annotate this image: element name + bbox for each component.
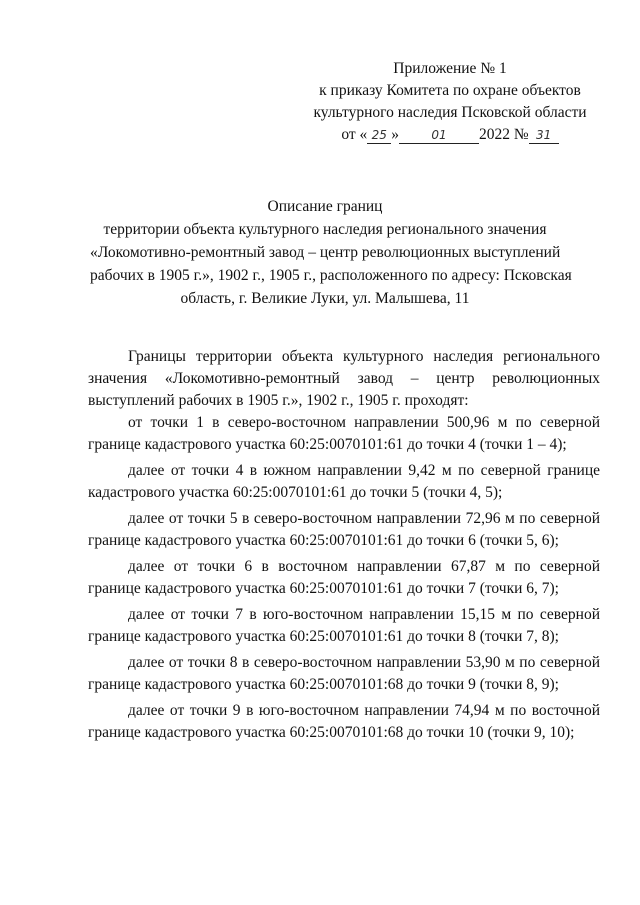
paragraph-point-1: от точки 1 в северо-восточном направлении 500,96 м по северной границе кадастрового участка 60:25:0070101:61 до точки 4 (точки 1 – 4); [88, 414, 600, 453]
title-line-4: рабочих в 1905 г.», 1902 г., 1905 г., расположенного по адресу: Псковская [90, 267, 572, 284]
paragraph-point-8: далее от точки 8 в северо-восточном направлении 53,90 м по северной границе кадастрового участка 60:25:0070101:68 до точки 9 (точки 8, 9); [88, 654, 600, 693]
title-line-2: территории объекта культурного наследия регионального значения [103, 221, 547, 238]
appendix-header [300, 58, 600, 146]
paragraph-point-5: далее от точки 5 в северо-восточном направлении 72,96 м по северной границе кадастрового участка 60:25:0070101:61 до точки 6 (точки 5, 6); [88, 510, 600, 549]
handwritten-day: 25 [367, 128, 391, 144]
paragraph-point-4: далее от точки 4 в южном направлении 9,42 м по северной границе кадастрового участка 60:25:0070101:61 до точки 5 (точки 4, 5); [88, 462, 600, 501]
document-title [90, 195, 572, 310]
document-body [88, 346, 600, 748]
title-line-5: область, г. Великие Луки, ул. Малышева, 11 [180, 290, 470, 307]
paragraph-point-7: далее от точки 7 в юго-восточном направлении 15,15 м по северной границе кадастрового участка 60:25:0070101:61 до точки 8 (точки 7, 8); [88, 606, 600, 645]
date-separator: » [391, 126, 400, 143]
paragraph-intro: Границы территории объекта культурного наследия регионального значения «Локомотивно-ремонтный завод – центр революционных выступлений рабочих в 1905 г.», 1902 г., 1905 г. проходят: [88, 348, 600, 409]
appendix-order-line: к приказу Комитета по охране объектов [319, 82, 581, 99]
appendix-date-line [300, 124, 600, 146]
date-prefix: от « [341, 126, 368, 143]
title-line-1: Описание границ [267, 198, 383, 215]
title-line-3: «Локомотивно-ремонтный завод – центр революционных выступлений [90, 244, 561, 261]
paragraph-point-9: далее от точки 9 в юго-восточном направлении 74,94 м по восточной границе кадастрового участка 60:25:0070101:68 до точки 10 (точки 9, 10); [88, 702, 600, 741]
handwritten-order-number: 31 [529, 128, 559, 144]
appendix-number: Приложение № 1 [393, 60, 507, 77]
year-text: 2022 № [479, 126, 529, 143]
paragraph-point-6: далее от точки 6 в восточном направлении 67,87 м по северной границе кадастрового участка 60:25:0070101:61 до точки 7 (точки 6, 7); [88, 558, 600, 597]
handwritten-month: 01 [399, 128, 479, 144]
appendix-committee-line: культурного наследия Псковской области [313, 104, 587, 121]
